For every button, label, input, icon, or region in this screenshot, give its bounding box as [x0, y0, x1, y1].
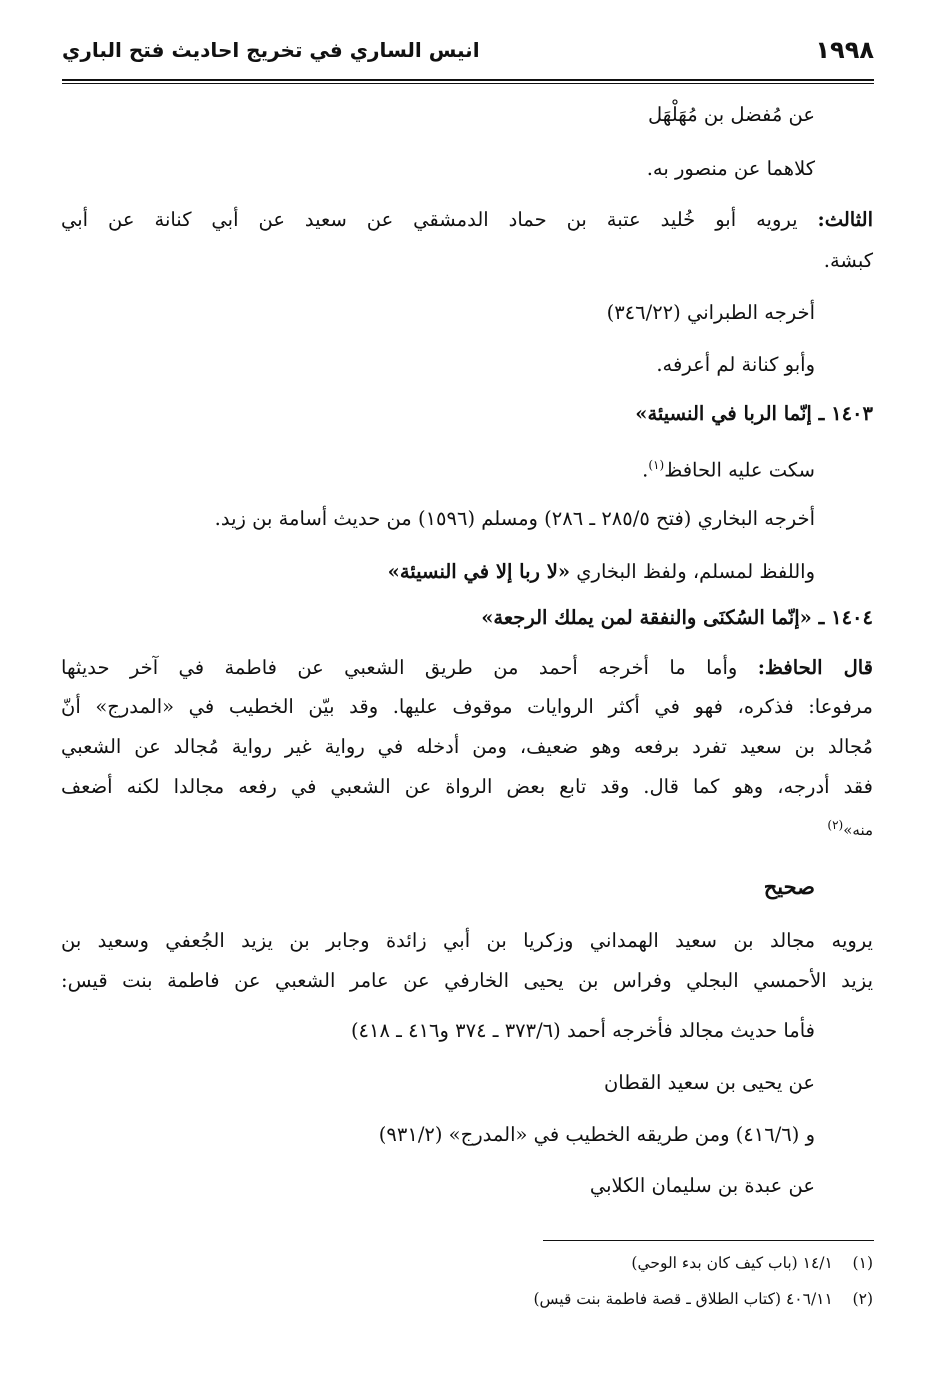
- text-line: عن عبدة بن سليمان الكلابي: [589, 1174, 815, 1197]
- footnote-text: ٤٠٦/١١ (كتاب الطلاق ـ قصة فاطمة بنت قيس): [533, 1290, 833, 1308]
- hadith-heading-1404: ١٤٠٤ ـ «إنّما السُكنَى والنفقة لمن يملك الرجعة»: [481, 606, 873, 629]
- section-label: الثالث:: [817, 208, 873, 231]
- text-span: سكت عليه الحافظ: [664, 458, 815, 482]
- hadith-heading-1403: ١٤٠٣ ـ إنّما الربا في النسيئة»: [635, 402, 873, 425]
- text-line: و (٤١٦/٦) ومن طريقه الخطيب في «المدرج» (٩٣١/٢): [378, 1123, 815, 1146]
- text-span: منه»: [843, 821, 873, 839]
- text-line: وأبو كنانة لم أعرفه.: [656, 353, 815, 376]
- header-rule-thin: [62, 83, 874, 84]
- section-label: قال الحافظ:: [757, 656, 873, 679]
- header-rule: [62, 79, 874, 81]
- footnote: [533, 1288, 873, 1310]
- text-line: مُجالد بن سعيد تفرد برفعه وهو ضعيف، ومن أدخله في رواية غير رواية مُجالد عن الشعبي: [61, 735, 873, 758]
- footnote-ref: (١): [648, 458, 665, 472]
- text-line: فقد أدرجه، وهو كما قال. وقد تابع بعض الرواة عن الشعبي في رفعه مجالدا لكنه أضعف: [61, 775, 873, 798]
- text-line: يزيد الأحمسي البجلي وفراس بن يحيى الخارفي عن عامر الشعبي عن فاطمة بنت قيس:: [61, 969, 873, 992]
- page-number: ١٩٩٨: [815, 36, 874, 64]
- text-line: يرويه مجالد بن سعيد الهمداني وزكريا بن أبي زائدة وجابر بن يزيد الجُعفي وسعيد بن: [61, 929, 873, 952]
- footnote-text: ١٤/١ (باب كيف كان بدء الوحي): [631, 1254, 833, 1272]
- grade-heading: صحيح: [763, 874, 815, 899]
- text-span: واللفظ لمسلم، ولفظ البخاري: [576, 560, 815, 583]
- footnote-number: (١): [852, 1254, 873, 1272]
- text-line: [827, 810, 873, 845]
- running-title: انيس الساري في تخريج احاديث فتح الباري: [62, 38, 480, 62]
- text-line: سكت عليه الحافظ$^{(١)}$.: [642, 458, 815, 482]
- footnote: [631, 1252, 873, 1274]
- text-line: [61, 205, 873, 235]
- text-line: فأما حديث مجالد فأخرجه أحمد (٣٧٣/٦ ـ ٣٧٤ و٤١٦ ـ ٤١٨): [350, 1019, 815, 1042]
- text-line: عن مُفضل بن مُهَلْهَل: [648, 103, 815, 126]
- text-line: كبشة.: [823, 249, 873, 272]
- running-header: [62, 36, 874, 76]
- text-span: يرويه أبو خُليد عتبة بن حماد الدمشقي عن سعيد عن أبي كنانة عن أبي: [61, 208, 798, 231]
- footnote-rule: [543, 1240, 874, 1241]
- text-line: عن يحيى بن سعيد القطان: [603, 1071, 815, 1094]
- text-span: وأما ما أخرجه أحمد من طريق الشعبي عن فاطمة في آخر حديثها: [61, 656, 738, 679]
- text-line: أخرجه البخاري (فتح ٢٨٥/٥ ـ ٢٨٦) ومسلم (١٥٩٦) من حديث أسامة بن زيد.: [214, 507, 815, 530]
- text-line: كلاهما عن منصور به.: [646, 157, 815, 180]
- text-line: أخرجه الطبراني (٣٤٦/٢٢): [606, 301, 815, 324]
- footnote-ref: (٢): [827, 818, 844, 832]
- text-line: [61, 653, 873, 683]
- text-line: [388, 557, 815, 587]
- quoted-hadith: «لا ربا إلا في النسيئة»: [387, 560, 571, 583]
- text-line: مرفوعا: فذكره، فهو في أكثر الروايات موقوف عليها. وقد بيّن الخطيب في «المدرج» أنّ: [61, 695, 873, 718]
- footnote-number: (٢): [852, 1290, 873, 1308]
